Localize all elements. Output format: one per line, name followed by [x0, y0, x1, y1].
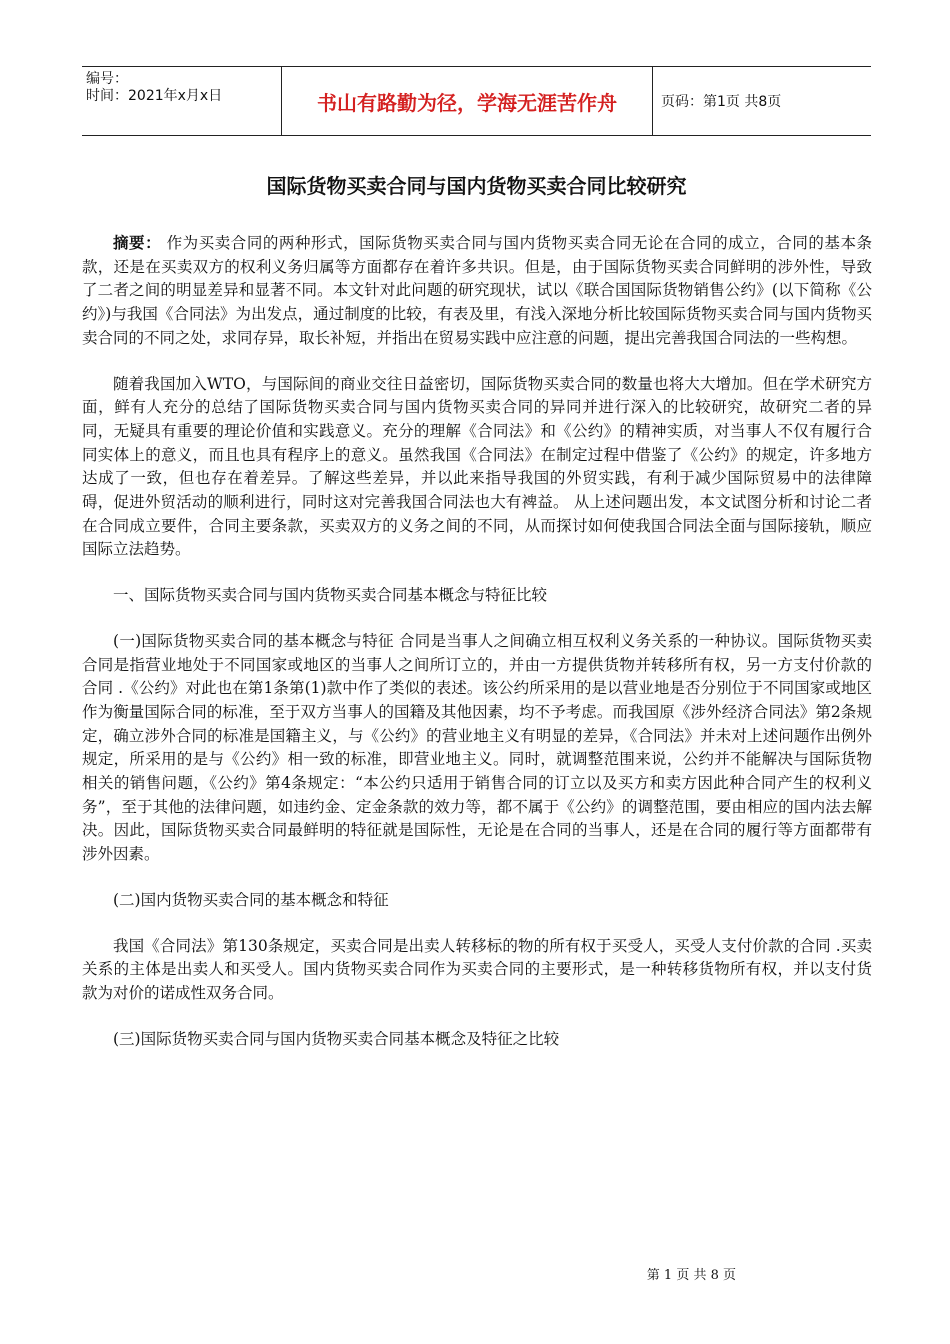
document-title: 国际货物买卖合同与国内货物买卖合同比较研究: [266, 174, 687, 198]
section-1-3-heading: (三)国际货物买卖合同与国内货物买卖合同基本概念及特征之比较: [113, 1029, 560, 1048]
section-1-2-paragraph: 我国《合同法》第130条规定，买卖合同是出卖人转移标的物的所有权于买受人，买受人支付价款的合同 .买卖关系的主体是出卖人和买受人。国内货物买卖合同作为买卖合同的主要形式，是一种转移货物所有权，并以支付货款为对价的诺成性双务合同。: [82, 936, 872, 1002]
motto-text: 书山有路勤为径，学海无涯苦作舟: [317, 90, 617, 115]
abstract-label: 摘要：: [113, 234, 162, 252]
section-1-2-heading: (二)国内货物买卖合同的基本概念和特征: [113, 890, 389, 909]
page-info-text: 页码：第1页 共8页: [661, 94, 782, 110]
header-table: [82, 66, 871, 136]
page-info-cell: [653, 67, 871, 135]
abstract-text: 作为买卖合同的两种形式，国际货物买卖合同与国内货物买卖合同无论在合同的成立，合同的基本条款，还是在买卖双方的权利义务归属等方面都存在着许多共识。但是，由于国际货物买卖合同鲜明的涉外性，导致了二者之间的明显差异和显著不同。本文针对此问题的研究现状，试以《联合国国际货物销售公约》(以下简称《公约》)与我国《合同法》为出发点，通过制度的比较，有表及里，有浅入深地分析比较国际货物买卖合同与国内货物买卖合同的不同之处，求同存异，取长补短，并指出在贸易实践中应注意的问题，提出完善我国合同法的一些构想。: [82, 234, 872, 347]
date-label: 时间：2021年x月x日: [86, 88, 223, 104]
document-body: [82, 232, 872, 1073]
section-1-heading: 一、国际货物买卖合同与国内货物买卖合同基本概念与特征比较: [113, 586, 548, 605]
section-1-1-paragraph: (一)国际货物买卖合同的基本概念与特征 合同是当事人之间确立相互权利义务关系的一种协议。国际货物买卖合同是指营业地处于不同国家或地区的当事人之间所订立的，并由一方提供货物并转移所有权，另一方支付价款的合同 .《公约》对此也在第1条第(1)款中作了类似的表述。该公约所采用的是以营业地是否分别位于不同国家或地区作为衡量国际合同的标准，至于双方当事人的国籍及其他因素，均不予考虑。而我国原《涉外经济合同法》第2条规定，确立涉外合同的标准是国籍主义，与《公约》的营业地主义有明显的差异，《合同法》并未对上述问题作出例外规定，所采用的是与《公约》相一致的标准，即营业地主义。同时，就调整范围来说，公约并不能解决与国际货物相关的销售问题，《公约》第4条规定：“本公约只适用于销售合同的订立以及买方和卖方因此种合同产生的权利义务”，至于其他的法律问题，如违约金、定金条款的效力等，都不属于《公约》的调整范围，要由相应的国内法去解决。因此，国际货物买卖合同最鲜明的特征就是国际性，无论是在合同的当事人，还是在合同的履行等方面都带有涉外因素。: [82, 631, 872, 864]
header-meta-cell: [82, 67, 282, 135]
abstract-paragraph: [82, 232, 872, 351]
page-footer: 第 1 页 共 8 页: [646, 1268, 736, 1283]
number-label: 编号：: [86, 71, 128, 87]
intro-paragraph: 随着我国加入WTO，与国际间的商业交往日益密切，国际货物买卖合同的数量也将大大增加。但在学术研究方面，鲜有人充分的总结了国际货物买卖合同与国内货物买卖合同的异同并进行深入的比较研究，故研究二者的异同，无疑具有重要的理论价值和实践意义。充分的理解《合同法》和《公约》的精神实质，对当事人不仅有履行合同实体上的意义，而且也具有程序上的意义。虽然我国《合同法》在制定过程中借鉴了《公约》的规定，许多地方达成了一致，但也存在着差异。了解这些差异，并以此来指导我国的外贸实践，有利于减少国际贸易中的法律障碍，促进外贸活动的顺利进行，同时这对完善我国合同法也大有裨益。 从上述问题出发，本文试图分析和讨论二者在合同成立要件，合同主要条款，买卖双方的义务之间的不同，从而探讨如何使我国合同法全面与国际接轨，顺应国际立法趋势。: [82, 374, 872, 559]
motto-cell: [282, 67, 653, 135]
